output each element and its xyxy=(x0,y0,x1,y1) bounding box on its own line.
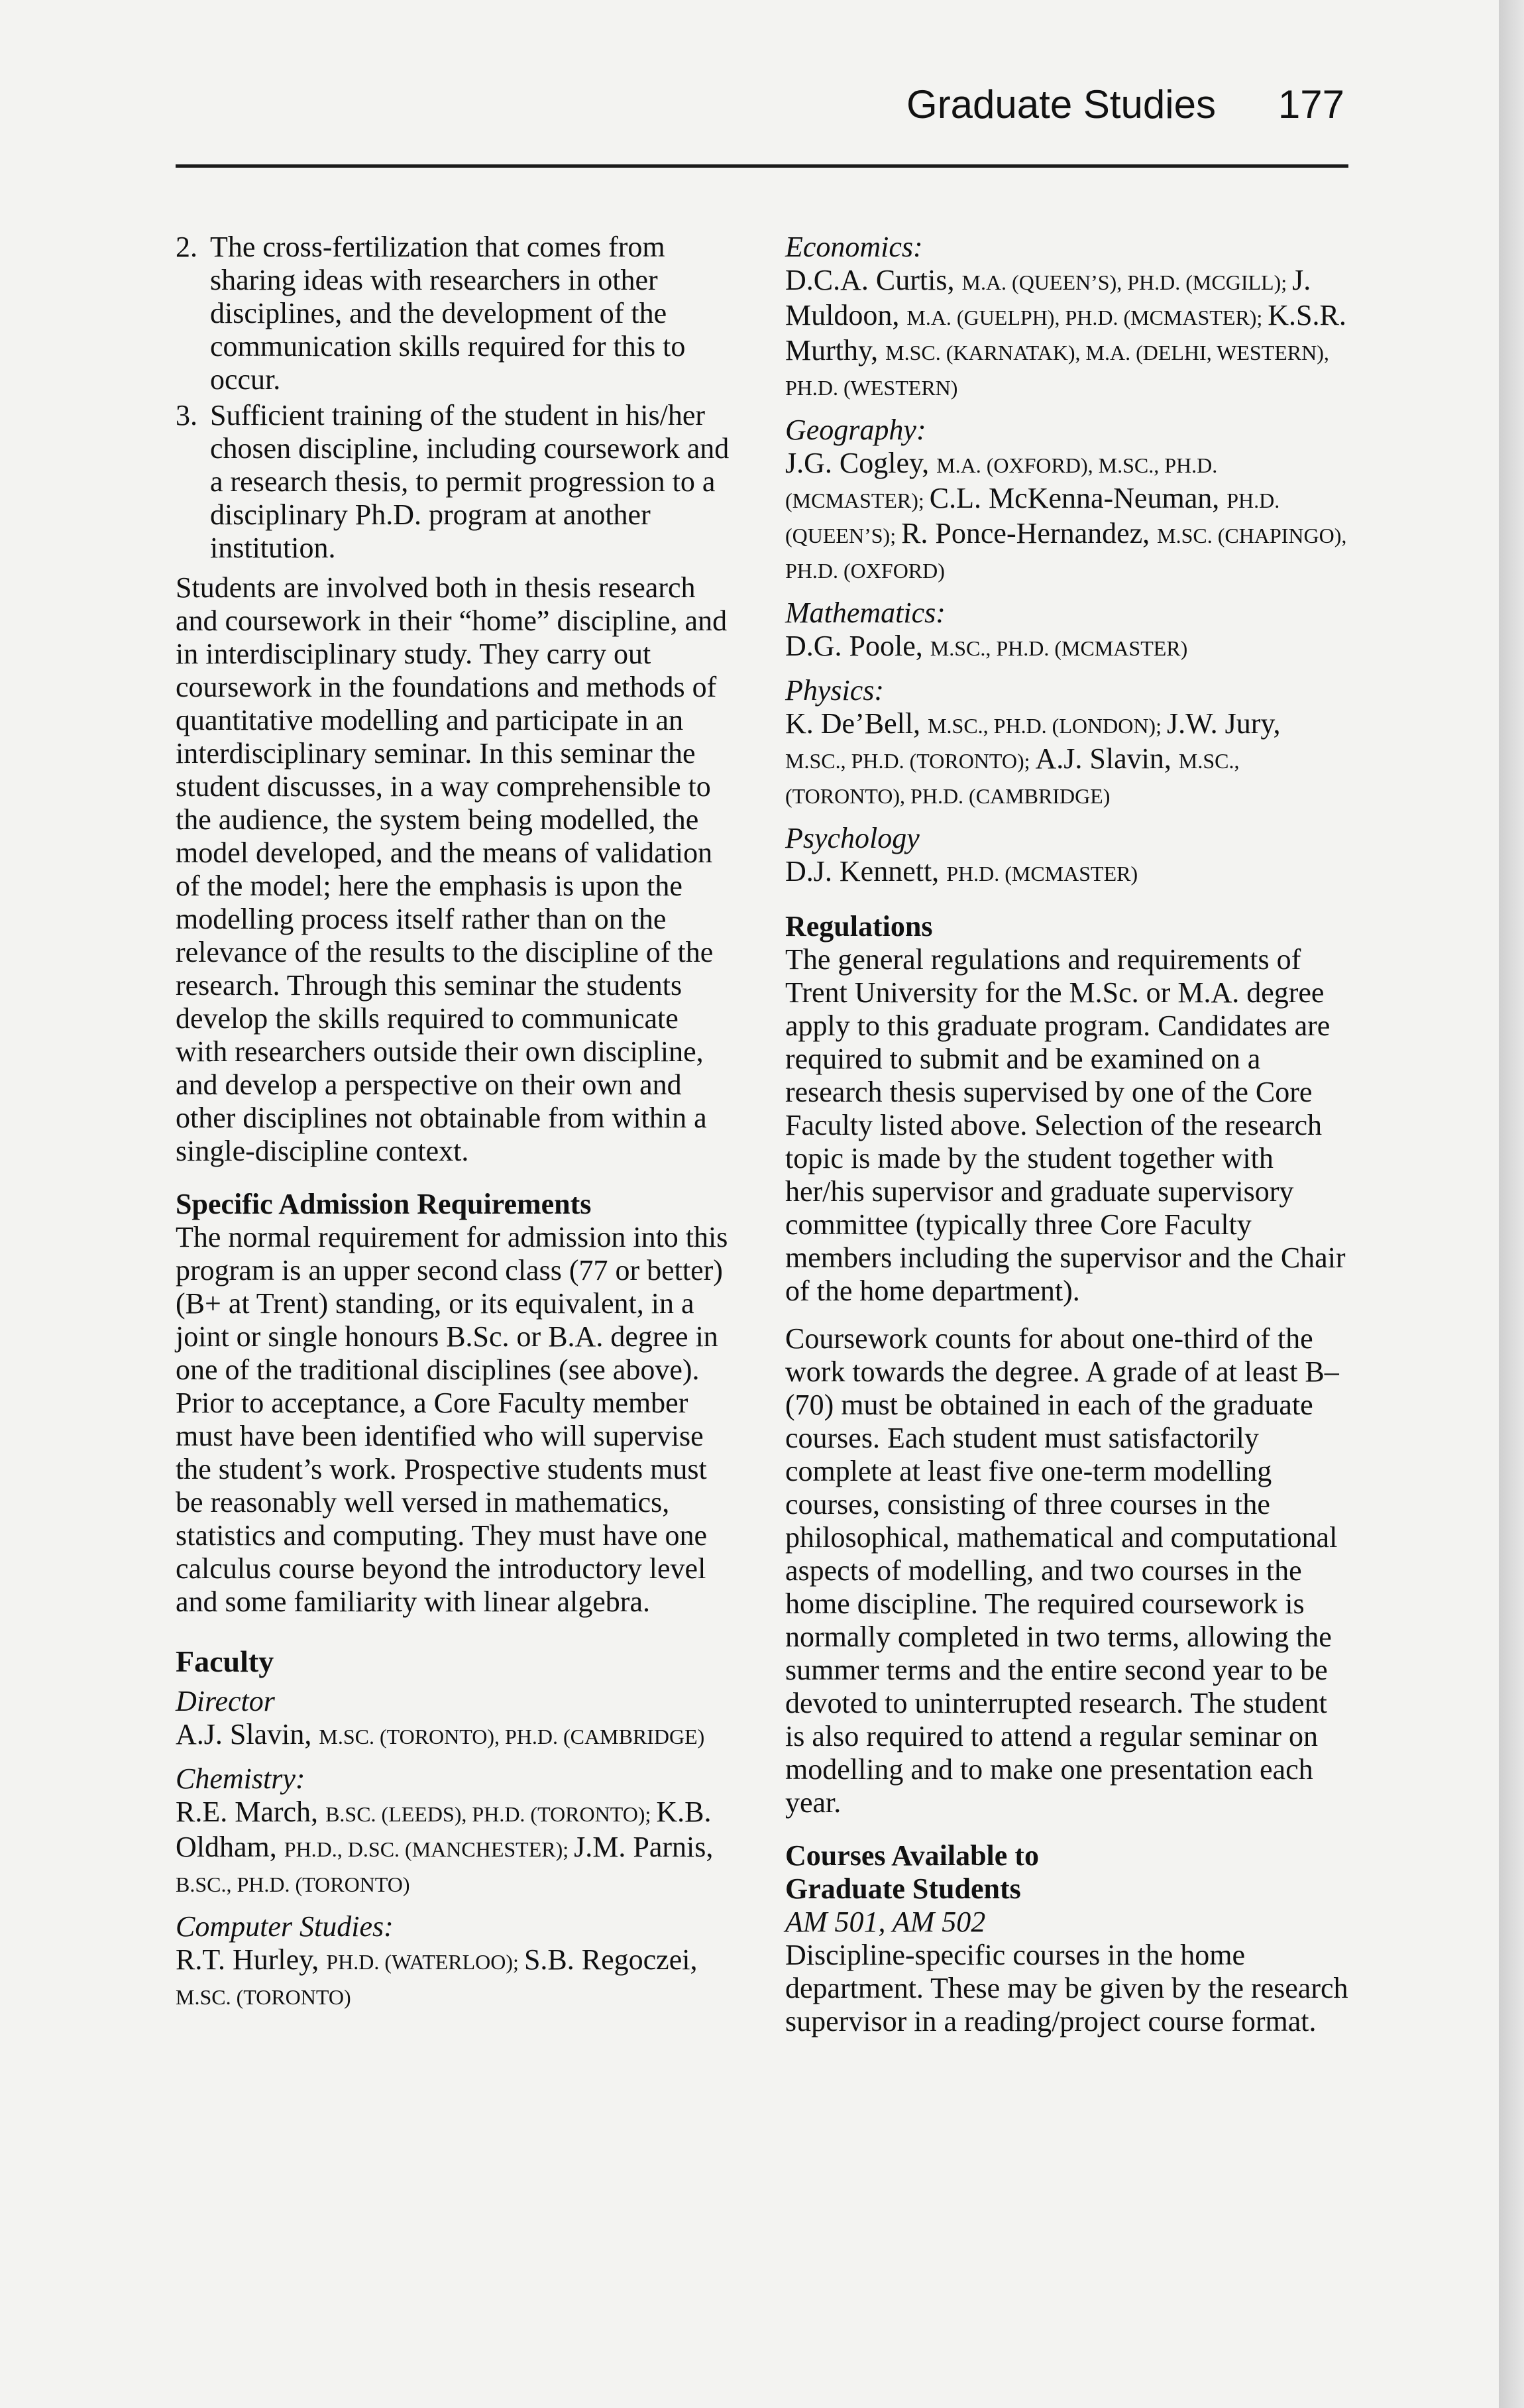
director-members xyxy=(176,1718,732,1753)
member-credentials: M.SC. (TORONTO) xyxy=(176,1985,351,2009)
courses-heading-line-2: Graduate Students xyxy=(785,1872,1021,1905)
page-number: 177 xyxy=(1278,82,1344,127)
regulations-paragraph: The general regulations and requirements of Trent University for the M.Sc. or M.A. degree apply to this graduate program. Candidates are required to submit and be examined on a research thesis supervised by one of the Core Faculty listed above. Selection of the research topic is made by the student together with her/his supervisor and graduate supervisory committee (typically three Core Faculty members including the supervisor and the Chair of the home department). xyxy=(785,943,1346,1307)
coursework-paragraph: Coursework counts for about one-third of the work towards the degree. A grade of at least B– (70) must be obtained in each of the graduate courses. Each student must satisfactorily complete at least five one-term modelling courses, consisting of three courses in the philosophical, mathematical and computational aspects of modelling, and two courses in the home discipline. The required coursework is normally completed in two terms, allowing the summer terms and the entire second year to be devoted to uninterrupted research. The student is also required to attend a regular seminar on modelling and to make one presentation each year. xyxy=(785,1322,1339,1819)
program-description: Students are involved both in thesis research and coursework in their “home” discipline, and in interdisciplinary study. They carry out coursework in the foundations and methods of quantitative modelling and participate in an interdisciplinary seminar. In this seminar the student discusses, in a way comprehensible to the audience, the system being modelled, the model developed, and the means of validation of the model; here the emphasis is upon the modelling process itself rather than on the relevance of the results to the discipline of the research. Through this seminar the students develop the skills required to communicate with researchers outside their own discipline, and develop a perspective on their own and other disciplines not obtainable from within a single-discipline context. xyxy=(176,571,728,1167)
physics-label: Physics: xyxy=(785,674,885,707)
member-credentials: M.A. (GUELPH), PH.D. (MCMASTER); xyxy=(906,306,1268,329)
member-credentials: PH.D. (WATERLOO); xyxy=(326,1950,524,1974)
objectives-list xyxy=(176,231,732,565)
member-name: A.J. Slavin, xyxy=(176,1718,319,1750)
faculty-heading: Faculty xyxy=(176,1644,274,1678)
director-label: Director xyxy=(176,1685,275,1717)
chemistry-label: Chemistry: xyxy=(176,1762,305,1795)
member-name: A.J. Slavin, xyxy=(1035,742,1179,775)
member-credentials: M.SC., PH.D. (LONDON); xyxy=(928,714,1167,738)
courses-description: Discipline-specific courses in the home department. These may be given by the research supervisor in a reading/project course format. xyxy=(785,1939,1348,2037)
list-item xyxy=(176,231,732,396)
member-name: C.L. McKenna-Neuman, xyxy=(929,482,1227,514)
psychology-members xyxy=(785,855,1348,890)
member-credentials: B.SC., PH.D. (TORONTO) xyxy=(176,1872,410,1896)
member-credentials: PH.D., D.SC. (MANCHESTER); xyxy=(284,1837,574,1861)
page-edge xyxy=(1499,0,1524,2408)
member-name: K.S.R. Murthy, xyxy=(785,299,1346,367)
member-credentials: PH.D. (MCMASTER) xyxy=(946,862,1138,886)
member-name: J.M. Parnis, xyxy=(574,1831,714,1863)
member-credentials: M.SC. (KARNATAK), M.A. (DELHI, WESTERN), PH.D. (WESTERN) xyxy=(785,341,1329,400)
member-credentials: M.A. (QUEEN’S), PH.D. (MCGILL); xyxy=(961,270,1293,294)
mathematics-label: Mathematics: xyxy=(785,597,946,629)
member-credentials: B.SC. (LEEDS), PH.D. (TORONTO); xyxy=(325,1802,657,1826)
member-credentials: M.A. (OXFORD), M.SC., PH.D. (MCMASTER); xyxy=(785,453,1218,512)
mathematics-members xyxy=(785,630,1348,665)
chemistry-members xyxy=(176,1796,732,1901)
right-column xyxy=(785,231,1348,2053)
psychology-label: Psychology xyxy=(785,822,920,854)
course-codes: AM 501, AM 502 xyxy=(785,1906,986,1938)
member-credentials: M.SC., (TORONTO), PH.D. (CAMBRIDGE) xyxy=(785,749,1240,808)
list-item xyxy=(176,399,732,565)
list-item-number: 2. xyxy=(176,231,197,263)
computer-studies-label: Computer Studies: xyxy=(176,1910,394,1943)
member-name: R.E. March, xyxy=(176,1796,326,1828)
list-item-text: The cross-fertilization that comes from sharing ideas with researchers in other disciplines, and the development of the communication skills required for this to occur. xyxy=(210,231,686,396)
economics-label: Economics: xyxy=(785,231,923,263)
member-name: D.G. Poole, xyxy=(785,630,930,662)
header-title: Graduate Studies xyxy=(906,82,1216,127)
member-credentials: M.SC., PH.D. (MCMASTER) xyxy=(930,636,1188,660)
member-name: K.B. Oldham, xyxy=(176,1796,712,1863)
member-name: R.T. Hurley, xyxy=(176,1943,327,1976)
computer-studies-members xyxy=(176,1943,732,2014)
member-name: J. Muldoon, xyxy=(785,264,1311,331)
member-name: J.W. Jury, xyxy=(1166,707,1281,740)
admission-heading: Specific Admission Requirements xyxy=(176,1188,592,1220)
header-rule xyxy=(176,164,1348,168)
left-column xyxy=(176,231,732,2023)
member-name: R. Ponce-Hernandez, xyxy=(901,517,1158,549)
member-credentials: M.SC., PH.D. (TORONTO); xyxy=(785,749,1036,773)
member-name: K. De’Bell, xyxy=(785,707,928,740)
member-credentials: M.SC. (TORONTO), PH.D. (CAMBRIDGE) xyxy=(319,1725,705,1749)
running-header xyxy=(176,78,1348,138)
member-name: D.C.A. Curtis, xyxy=(785,264,962,296)
geography-label: Geography: xyxy=(785,414,926,446)
member-credentials: PH.D. (QUEEN’S); xyxy=(785,488,1280,547)
member-credentials: M.SC. (CHAPINGO), PH.D. (OXFORD) xyxy=(785,524,1347,583)
economics-members xyxy=(785,264,1348,404)
member-name: S.B. Regoczei, xyxy=(523,1943,698,1976)
courses-heading-line-1: Courses Available to xyxy=(785,1839,1039,1872)
physics-members xyxy=(785,707,1348,813)
geography-members xyxy=(785,447,1348,587)
courses-heading xyxy=(785,1839,1348,1906)
member-name: J.G. Cogley, xyxy=(785,447,937,479)
regulations-heading: Regulations xyxy=(785,910,933,943)
list-item-text: Sufficient training of the student in his/her chosen discipline, including coursework and a research thesis, to permit progression to a disciplinary Ph.D. program at another institution. xyxy=(210,399,730,564)
member-name: D.J. Kennett, xyxy=(785,855,947,888)
list-item-number: 3. xyxy=(176,399,197,431)
admission-text: The normal requirement for admission into this program is an upper second class (77 or better) (B+ at Trent) standing, or its equivalent, in a joint or single honours B.Sc. or B.A. degree in one of the traditional disciplines (see above). Prior to acceptance, a Core Faculty member must have been identified who will supervise the student’s work. Prospective students must be reasonably well versed in mathematics, statistics and computing. They must have one calculus course beyond the introductory level and some familiarity with linear algebra. xyxy=(176,1221,728,1618)
